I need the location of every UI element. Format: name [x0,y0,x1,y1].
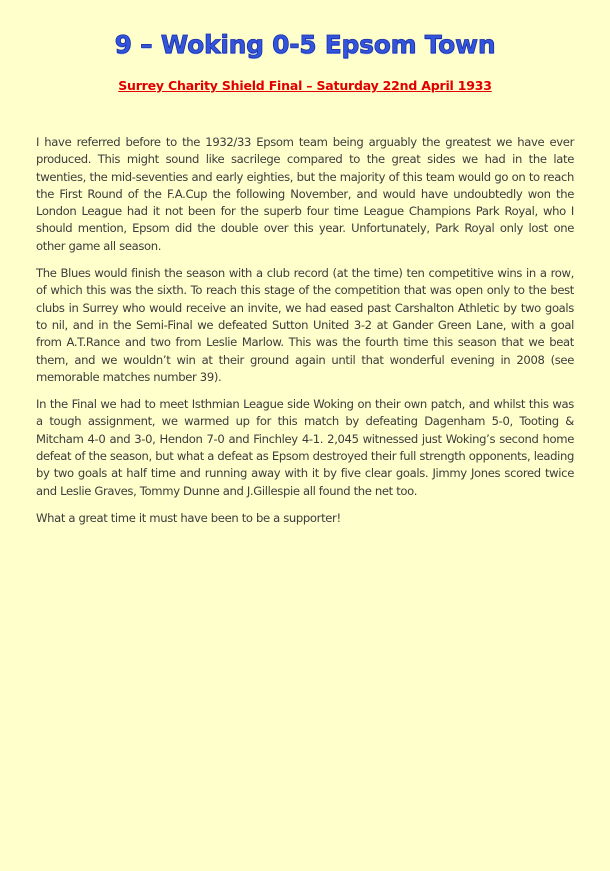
paragraph: The Blues would finish the season with a club record (at the time) ten competitive wins in a row, of which this was the sixth. To reach this stage of the competition that was open only to the best clubs in Surrey who would receive an invite, we had eased past Carshalton Athletic by two goals to nil, and in the Semi-Final we defeated Sutton United 3-2 at Gander Green Lane, with a goal from A.T.Rance and two from Leslie Marlow. This was the fourth time this season that we beat them, and we wouldn’t win at their ground again until that wonderful evening in 2008 (see memorable matches number 39). [36,266,574,384]
page-subtitle: Surrey Charity Shield Final – Saturday 22nd April 1933 [118,78,492,93]
article-body [36,134,574,537]
paragraph: In the Final we had to meet Isthmian League side Woking on their own patch, and whilst this was a tough assignment, we warmed up for this match by defeating Dagenham 5-0, Tooting & Mitcham 4-0 and 3-0, Hendon 7-0 and Finchley 4-1. 2,045 witnessed just Woking’s second home defeat of the season, but what a defeat as Epsom destroyed their full strength opponents, leading by two goals at half time and running away with it by five clear goals. Jimmy Jones scored twice and Leslie Graves, Tommy Dunne and J.Gillespie all found the net too. [36,397,574,498]
page-title: 9 – Woking 0-5 Epsom Town [114,30,496,59]
paragraph: What a great time it must have been to be a supporter! [36,510,341,525]
paragraph: I have referred before to the 1932/33 Epsom team being arguably the greatest we have ever produced. This might sound like sacrilege compared to the great sides we had in the late twenties, the mid-seventies and early eighties, but the majority of this team would go on to reach the First Round of the F.A.Cup the following November, and would have undoubtedly won the London League had it not been for the superb four time League Champions Park Royal, who I should mention, Epsom did the double over this year. Unfortunately, Park Royal only lost one other game all season. [36,135,574,253]
